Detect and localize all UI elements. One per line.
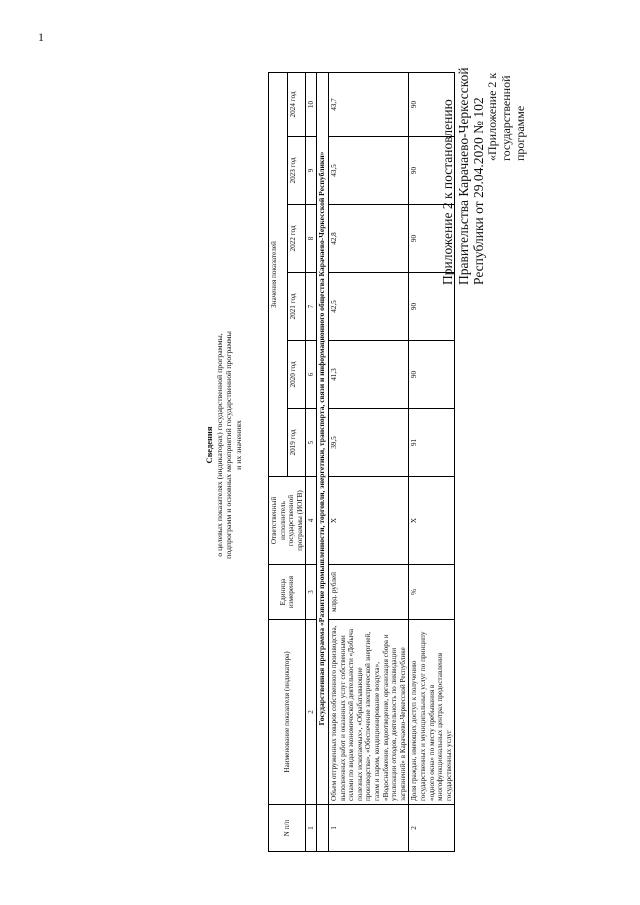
executor-cell: X (328, 477, 408, 565)
header-line: Правительства Карачаево-Черкесской (455, 67, 471, 285)
column-number-cell: 7 (306, 273, 317, 341)
value-cell: 90 (409, 205, 455, 273)
column-number-cell: 5 (306, 409, 317, 477)
value-cell: 91 (409, 409, 455, 477)
title-line: и их значениях (233, 420, 243, 470)
column-number-cell: 1 (306, 805, 317, 852)
column-number-cell: 4 (306, 477, 317, 565)
title-line: о целевых показателях (индикаторах) государственной программы, (214, 333, 224, 557)
header-cell-year: 2024 год (287, 73, 306, 137)
row-number-cell: 1 (328, 805, 408, 852)
header-line: Приложение 2 к постановлению (440, 99, 455, 285)
table-row (328, 73, 408, 852)
header-line: Республики от 29.04.2020 № 102 (471, 97, 486, 285)
table-row (409, 73, 455, 852)
header-quote-line: «Приложение 2 к (485, 72, 499, 161)
header-cell-number: N п/п (269, 805, 306, 852)
header-cell-executor: Ответственный исполнитель государственной программы (ИОГВ) (269, 477, 306, 565)
value-cell: 90 (409, 273, 455, 341)
column-number-cell: 9 (306, 137, 317, 205)
value-cell: 41,3 (328, 341, 408, 409)
column-number-cell: 6 (306, 341, 317, 409)
value-cell: 90 (409, 137, 455, 205)
value-cell: 39,5 (328, 409, 408, 477)
title-line: подпрограмм и основных мероприятий государственной программы (224, 331, 234, 559)
header-cell-unit: Единица измерения (269, 565, 306, 620)
header-cell-name: Наименование показателя (индикатора) (269, 620, 306, 805)
header-cell-year: 2022 год (287, 205, 306, 273)
indicator-name-cell: Объем отгруженных товаров собственного производства, выполненных работ и оказанных услуг собственными силами по видам экономической деятельности «Добыча полезных ископаемых», «Обрабатывающие производства», «Обеспечение электрической энергией, газом и паром, кондиционирование воздуха», «Водоснабжение, водоотведение, организация сбора и утилизации отходов, деятельность по ликвидации загрязнений» в Карачаево-Черкесской Республике (328, 620, 408, 805)
title-line: Сведения (204, 426, 214, 464)
value-cell: 42,5 (328, 273, 408, 341)
executor-cell: X (409, 477, 455, 565)
header-quote-line: государственной программе (499, 75, 527, 161)
table-column-numbers-row (306, 73, 317, 852)
value-cell: 43,5 (328, 137, 408, 205)
column-number-cell: 3 (306, 565, 317, 620)
indicator-name-cell: Доля граждан, имеющих доступ к получению государственных и муниципальных услуг по принципу «одного окна» по месту пребывания в многофункциональных центрах предоставления государственных услуг (409, 620, 455, 805)
header-cell-year: 2019 год (287, 409, 306, 477)
header-cell-year: 2023 год (287, 137, 306, 205)
program-row-number-cell (317, 805, 329, 852)
table-program-row (317, 73, 329, 852)
column-number-cell: 8 (306, 205, 317, 273)
unit-cell: % (409, 565, 455, 620)
header-cell-year: 2020 год (287, 341, 306, 409)
header-cell-values: Значения показателей (269, 73, 288, 477)
column-number-cell: 10 (306, 73, 317, 137)
indicators-table (268, 72, 455, 852)
value-cell: 90 (409, 73, 455, 137)
document-title (205, 285, 243, 605)
page-number: 1 (38, 30, 44, 44)
value-cell: 42,8 (328, 205, 408, 273)
value-cell: 43,7 (328, 73, 408, 137)
column-number-cell: 2 (306, 620, 317, 805)
program-attachment-header (485, 21, 527, 161)
program-title-cell: Государственная программа «Развитие промышленности, торговли, энергетики, транспорта, связи и информационного общества Карачаево-Черкесской Республики» (317, 73, 329, 805)
unit-cell: млрд. рублей (328, 565, 408, 620)
table-header-row (269, 73, 288, 852)
value-cell: 90 (409, 341, 455, 409)
row-number-cell: 2 (409, 805, 455, 852)
header-cell-year: 2021 год (287, 273, 306, 341)
